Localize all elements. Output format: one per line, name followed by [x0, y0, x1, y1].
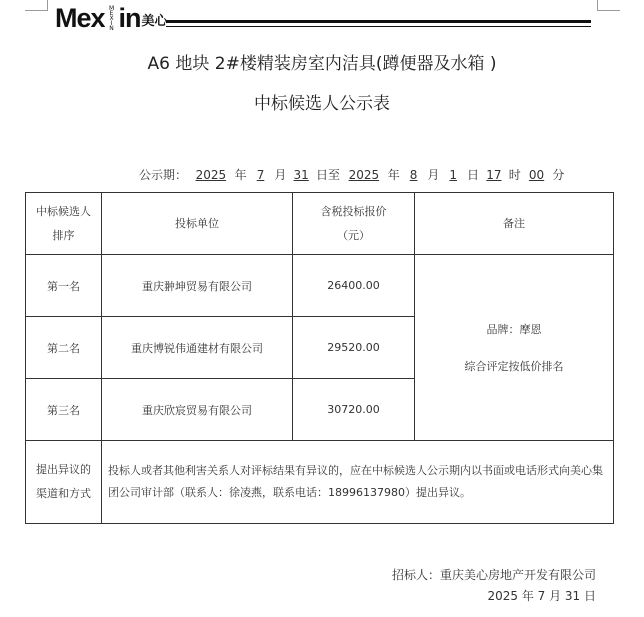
row-price: 29520.00 — [293, 317, 415, 379]
row-rank: 第一名 — [26, 255, 102, 317]
table-header-row — [26, 193, 614, 255]
start-month: 7 — [256, 168, 265, 182]
header-remark: 备注 — [415, 193, 614, 255]
remark-brand: 品牌：摩恩 — [486, 322, 542, 336]
objection-text: 投标人或者其他利害关系人对评标结果有异议的，应在中标候选人公示期内以书面或电话形式向美心集团公司审计部（联系人：徐凌燕，联系电话：18996137980）提出异议。 — [102, 441, 614, 524]
header-rule-thick — [166, 20, 591, 23]
end-year: 2025 — [348, 168, 380, 182]
row-rank: 第二名 — [26, 317, 102, 379]
table-row — [26, 255, 614, 317]
row-company: 重庆欣宸贸易有限公司 — [102, 379, 293, 441]
document-title: A6 地块 2#楼精装房室内洁具(蹲便器及水箱 ) — [147, 54, 497, 74]
remark-ranking: 综合评定按低价排名 — [464, 359, 564, 373]
letterhead — [55, 4, 591, 34]
end-day: 1 — [449, 168, 458, 182]
logo-wordmark: Mex — [55, 3, 105, 33]
company-logo — [55, 4, 168, 32]
end-month: 8 — [409, 168, 418, 182]
row-company: 重庆翀坤贸易有限公司 — [102, 255, 293, 317]
objection-label: 提出异议的 渠道和方式 — [26, 441, 102, 524]
header-rule-thin — [166, 26, 591, 27]
header-company: 投标单位 — [102, 193, 293, 255]
row-company: 重庆博锐伟通建材有限公司 — [102, 317, 293, 379]
row-price: 30720.00 — [293, 379, 415, 441]
row-price: 26400.00 — [293, 255, 415, 317]
logo-chinese-name: 美心 — [141, 14, 168, 29]
remark-cell — [415, 255, 614, 441]
header-rank: 中标候选人 排序 — [26, 193, 102, 255]
tenderer-signature: 招标人：重庆美心房地产开发有限公司 — [391, 568, 596, 582]
publicity-period: 公示期： 2025 年 7 月 31 日至 2025 年 8 月 1 日 17 时 00 分 — [139, 168, 565, 182]
end-hour: 17 — [486, 168, 502, 182]
row-rank: 第三名 — [26, 379, 102, 441]
candidates-table — [25, 192, 614, 524]
logo-wordmark-end: in — [118, 3, 141, 33]
header-price: 含税投标报价 （元） — [293, 193, 415, 255]
objection-row — [26, 441, 614, 524]
logo-vertical-letters: M E X I N — [108, 5, 115, 32]
end-minute: 00 — [528, 168, 545, 182]
crop-mark-top-right — [597, 0, 620, 11]
crop-mark-top-left — [25, 0, 48, 11]
document-subtitle: 中标候选人公示表 — [254, 94, 390, 114]
start-year: 2025 — [195, 168, 227, 182]
publish-date: 2025 年 7 月 31 日 — [487, 589, 596, 603]
start-day: 31 — [293, 168, 309, 182]
